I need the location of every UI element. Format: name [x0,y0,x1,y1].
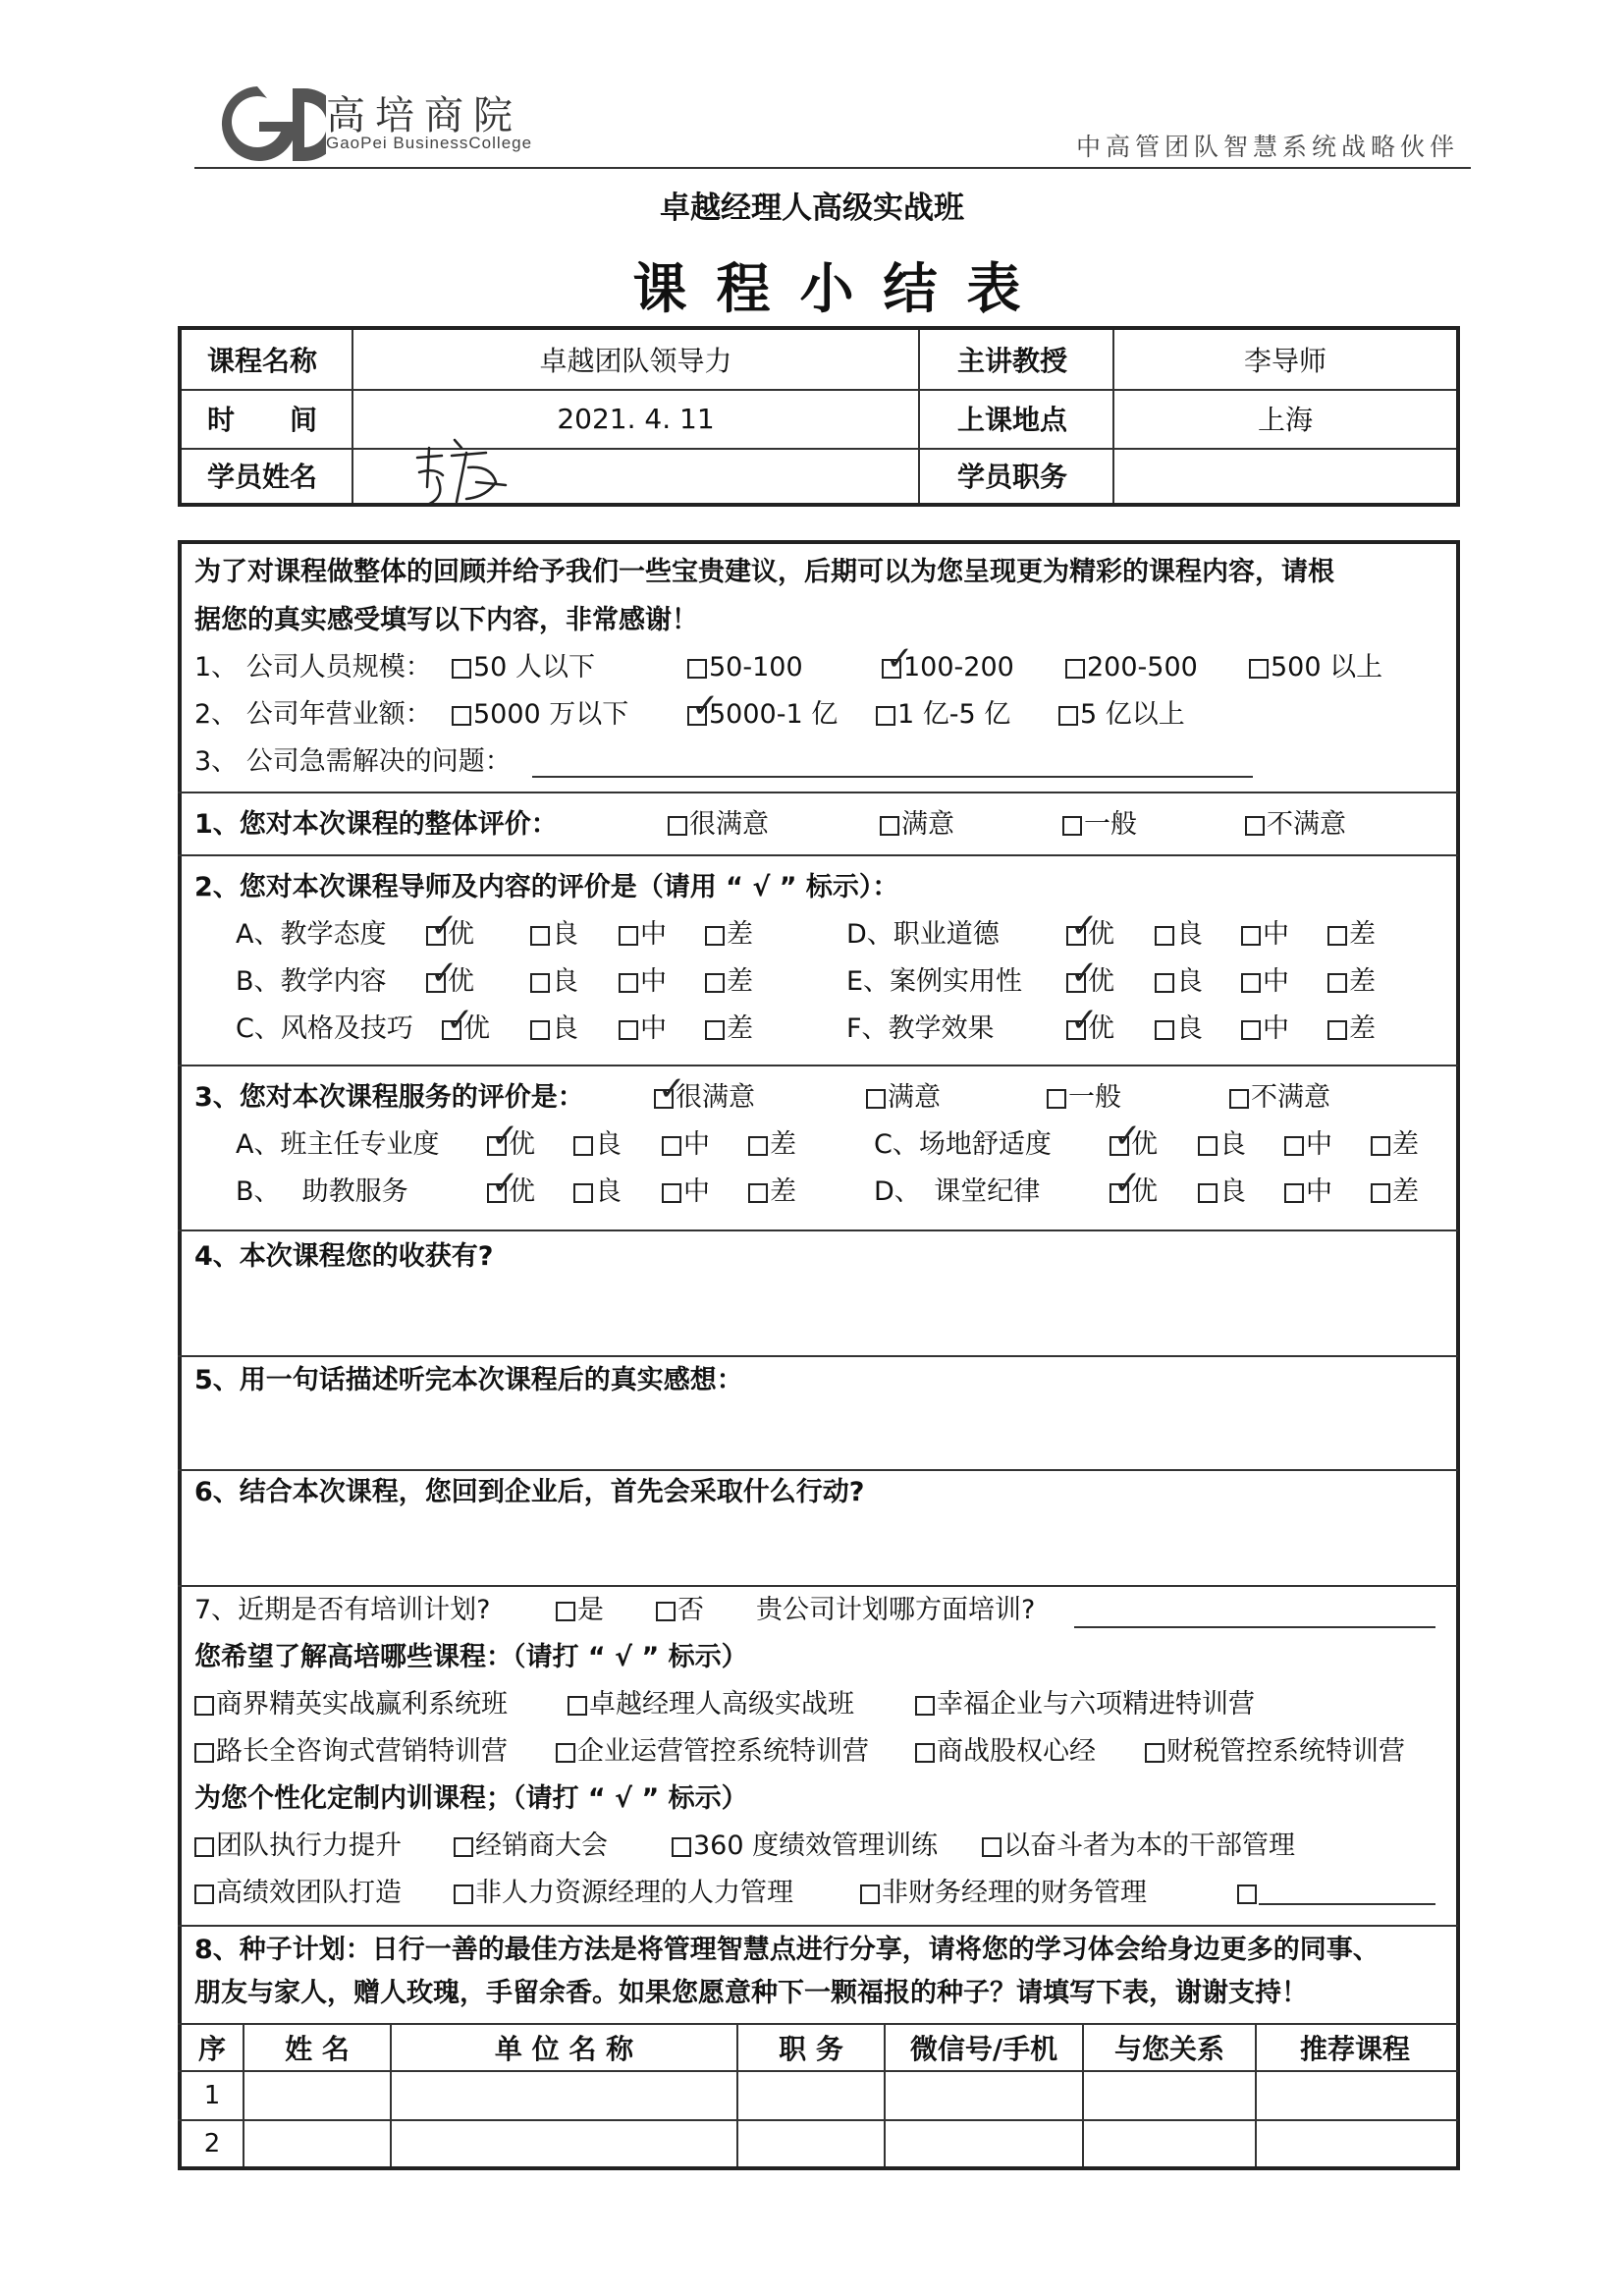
service-unsatisfied[interactable]: 不满意 [1229,1080,1330,1116]
section-divider [178,792,1458,793]
student-name-label: 学员姓名 [207,461,318,493]
grade-fair[interactable]: 中 [1241,1011,1289,1047]
header-divider [194,167,1471,169]
checkbox[interactable] [1155,973,1174,993]
grade-poor[interactable]: 差 [1371,1175,1419,1210]
urgent-issue-field[interactable] [532,752,1253,778]
checkbox[interactable] [194,1885,214,1904]
grade-good[interactable]: 良 [1198,1127,1246,1163]
grade-good[interactable]: 良 [530,964,578,1000]
referral-header-course: 推荐课程 [1299,2033,1410,2065]
student-position-label: 学员职务 [957,461,1068,493]
course-name-value[interactable]: 卓越团队领导力 [539,345,732,377]
service-satisfied[interactable]: 满意 [866,1080,941,1116]
checkbox[interactable] [619,973,638,993]
training-topic-field[interactable] [1074,1603,1435,1628]
seed-plan-line-2: 朋友与家人，赠人玫瑰，手留余香。如果您愿意种下一颗福报的种子？请填写下表，谢谢支持！ [194,1978,1308,2008]
teacher-value[interactable]: 李导师 [1243,345,1326,377]
tagline: 中高管团队智慧系统战略伙伴 [1076,133,1460,161]
time-label: 时 间 [207,404,318,436]
checkbox[interactable] [1327,1020,1347,1040]
checkbox[interactable] [1198,1183,1218,1203]
grade-fair[interactable]: 中 [662,1175,710,1210]
checkbox[interactable] [1327,926,1347,946]
teacher-eval-item-b: B、教学内容 [236,966,387,997]
checkbox[interactable] [1241,926,1261,946]
course-option[interactable]: 商战股权心经 [915,1734,1096,1770]
teacher-eval-item-c: C、风格及技巧 [236,1013,413,1044]
checkbox[interactable] [530,926,550,946]
grade-poor[interactable]: 差 [1327,917,1376,953]
section-divider [178,1585,1458,1587]
service-eval-item-d: D、 课堂纪律 [874,1176,1041,1207]
grade-poor[interactable]: 差 [705,1011,753,1047]
grade-good[interactable]: 良 [1155,917,1203,953]
custom-course-option[interactable]: 团队执行力提升 [194,1829,402,1864]
checkbox[interactable] [672,1837,691,1857]
checkbox[interactable] [530,973,550,993]
brand-name-cn: 高培商院 [326,93,522,138]
checkbox[interactable] [1062,816,1082,836]
handwritten-signature [407,428,525,517]
company-size-label: 1、 公司人员规模： [194,652,432,683]
course-info-table [178,326,1460,507]
checkbox-checked[interactable] [426,926,446,946]
courses-interest-label: 您希望了解高培哪些课程：（请打 “ √ ” 标示） [194,1642,748,1672]
grade-fair[interactable]: 中 [619,1011,667,1047]
custom-course-option[interactable]: 高绩效团队打造 [194,1876,402,1911]
checkbox[interactable] [668,816,687,836]
training-plan-no[interactable]: 否 [656,1593,704,1628]
grade-excellent[interactable]: ✓优 [1066,917,1114,953]
checkbox-checked[interactable] [1066,973,1086,993]
service-average[interactable]: 一般 [1047,1080,1121,1116]
checkbox[interactable] [1245,816,1265,836]
company-revenue-option-4[interactable]: 5 亿以上 [1058,697,1185,733]
checkbox-checked[interactable] [1066,1020,1086,1040]
checkbox-checked[interactable] [1110,1136,1129,1156]
checkbox[interactable] [556,1743,575,1763]
teacher-label: 主讲教授 [957,345,1068,377]
custom-course-other-field[interactable] [1259,1880,1435,1905]
checkbox-checked[interactable] [1066,926,1086,946]
checkbox-checked[interactable] [487,1136,507,1156]
checkbox[interactable] [866,1089,886,1109]
checkbox[interactable] [573,1183,593,1203]
service-eval-label: 3、您对本次课程服务的评价是： [194,1082,584,1113]
checkbox[interactable] [687,659,707,679]
course-option[interactable]: 企业运营管控系统特训营 [556,1734,869,1770]
student-position-field[interactable] [1114,448,1456,503]
checkbox[interactable] [1229,1089,1249,1109]
checkbox[interactable] [452,659,471,679]
checkbox[interactable] [568,1696,587,1716]
checkbox[interactable] [705,926,725,946]
checkbox[interactable] [556,1602,575,1621]
grade-poor[interactable]: 差 [705,917,753,953]
referral-header-position: 职 务 [779,2033,843,2065]
checkbox[interactable] [194,1696,214,1716]
training-plan-question: 7、近期是否有培训计划? [194,1595,491,1625]
section-divider [178,1065,1458,1066]
section-divider [178,1469,1458,1471]
checkbox[interactable] [982,1837,1001,1857]
company-size-option-2[interactable]: 50-100 [687,650,803,685]
grade-good[interactable]: 良 [1155,1011,1203,1047]
service-eval-item-a: A、班主任专业度 [236,1129,440,1160]
place-label: 上课地点 [957,404,1068,436]
action-answer-field[interactable] [183,1514,1455,1583]
grade-poor[interactable]: 差 [748,1127,796,1163]
grade-fair[interactable]: 中 [1241,964,1289,1000]
checkbox[interactable] [860,1885,880,1904]
grade-excellent[interactable]: ✓优 [487,1175,535,1210]
grade-fair[interactable]: 中 [1241,917,1289,953]
checkbox-checked[interactable] [487,1183,507,1203]
checkbox[interactable] [1371,1183,1390,1203]
checkbox-checked[interactable] [687,706,707,726]
grade-good[interactable]: 良 [530,917,578,953]
company-size-option-3[interactable]: ✓ 100-200 [882,650,1014,685]
checkbox[interactable] [915,1743,935,1763]
section-divider [178,1229,1458,1231]
checkbox[interactable] [1155,1020,1174,1040]
checkbox[interactable] [1145,1743,1164,1763]
custom-course-option[interactable]: 非财务经理的财务管理 [860,1876,1147,1911]
checkbox[interactable] [915,1696,935,1716]
intro-line-2: 据您的真实感受填写以下内容，非常感谢！ [194,605,698,635]
grade-good[interactable]: 良 [530,1011,578,1047]
grade-good[interactable]: 良 [1155,964,1203,1000]
grade-fair[interactable]: 中 [1284,1175,1332,1210]
overall-unsatisfied[interactable]: 不满意 [1245,807,1346,843]
seed-plan-line-1: 8、种子计划：日行一善的最佳方法是将管理智慧点进行分享，请将您的学习体会给身边更多的同事、 [194,1935,1380,1965]
service-very-satisfied[interactable]: ✓ 很满意 [654,1080,755,1116]
urgent-issue-label: 3、 公司急需解决的问题： [194,746,512,777]
teacher-eval-item-a: A、教学态度 [236,919,387,950]
checkbox[interactable] [1284,1136,1304,1156]
referral-header-index: 序 [197,2033,226,2065]
referral-row-2-fields[interactable] [244,2121,1453,2166]
grade-poor[interactable]: 差 [748,1175,796,1210]
course-option[interactable]: 卓越经理人高级实战班 [568,1687,854,1722]
overall-average[interactable]: 一般 [1062,807,1137,843]
training-plan-yes[interactable]: 是 [556,1593,604,1628]
checkbox[interactable] [452,706,471,726]
referral-row-1-fields[interactable] [244,2072,1453,2119]
grade-good[interactable]: 良 [573,1175,622,1210]
checkbox[interactable] [748,1183,768,1203]
section-divider [178,854,1458,856]
checkbox[interactable] [1237,1885,1257,1904]
page-title: 课程小结表 [632,257,1051,320]
checkbox[interactable] [1065,659,1085,679]
gains-answer-field[interactable] [183,1279,1455,1353]
feeling-answer-field[interactable] [183,1402,1455,1467]
custom-course-option[interactable]: 以奋斗者为本的干部管理 [982,1829,1295,1864]
checkbox[interactable] [880,816,899,836]
grade-excellent[interactable]: ✓优 [1110,1175,1158,1210]
grade-fair[interactable]: 中 [1284,1127,1332,1163]
teacher-eval-item-e: E、案例实用性 [846,966,1023,997]
checkbox[interactable] [662,1136,681,1156]
training-topic-label: 贵公司计划哪方面培训? [756,1595,1036,1625]
teacher-eval-item-f: F、教学效果 [846,1013,995,1044]
course-option[interactable]: 幸福企业与六项精进特训营 [915,1687,1255,1722]
checkbox[interactable] [530,1020,550,1040]
checkbox-checked[interactable] [882,659,901,679]
checkbox[interactable] [194,1743,214,1763]
company-size-option-4[interactable]: 200-500 [1065,650,1198,685]
feeling-question: 5、用一句话描述听完本次课程后的真实感想： [194,1365,743,1395]
custom-training-label: 为您个性化定制内训课程；（请打 “ √ ” 标示） [194,1783,748,1814]
referral-row-number: 2 [203,2129,221,2158]
teacher-eval-item-d: D、职业道德 [846,919,1000,950]
checkbox[interactable] [748,1136,768,1156]
grade-excellent[interactable]: ✓优 [1066,964,1114,1000]
course-option[interactable]: 财税管控系统特训营 [1145,1734,1405,1770]
checkbox[interactable] [1241,1020,1261,1040]
custom-course-other[interactable] [1237,1876,1435,1911]
checkbox[interactable] [619,926,638,946]
custom-course-option[interactable]: 360 度绩效管理训练 [672,1829,938,1864]
overall-eval-label: 1、您对本次课程的整体评价： [194,809,558,840]
checkbox[interactable] [662,1183,681,1203]
grade-fair[interactable]: 中 [662,1127,710,1163]
checkbox[interactable] [1241,973,1261,993]
checkbox[interactable] [1371,1136,1390,1156]
referral-header-name: 姓 名 [285,2033,350,2065]
course-series-title: 卓越经理人高级实战班 [660,191,964,226]
gaopei-logo-icon [198,79,326,167]
company-revenue-label: 2、 公司年营业额： [194,699,432,730]
grade-excellent[interactable]: ✓优 [426,964,474,1000]
company-revenue-option-3[interactable]: 1 亿-5 亿 [876,697,1010,733]
checkbox[interactable] [619,1020,638,1040]
brand-name-en: GaoPei BusinessCollege [326,134,533,152]
service-eval-item-c: C、场地舒适度 [874,1129,1052,1160]
company-revenue-option-1[interactable]: 5000 万以下 [452,697,628,733]
checkbox[interactable] [1284,1183,1304,1203]
grade-excellent[interactable]: ✓优 [442,1011,490,1047]
grade-good[interactable]: 良 [1198,1175,1246,1210]
referral-header-company: 单 位 名 称 [494,2033,634,2065]
overall-very-satisfied[interactable]: 很满意 [668,807,769,843]
checkbox-checked[interactable] [426,973,446,993]
intro-line-1: 为了对课程做整体的回顾并给予我们一些宝贵建议，后期可以为您呈现更为精彩的课程内容，请根 [194,557,1334,587]
gains-question: 4、本次课程您的收获有? [194,1241,494,1272]
place-value[interactable]: 上海 [1257,404,1313,436]
checkbox[interactable] [1327,973,1347,993]
grade-poor[interactable]: 差 [1327,1011,1376,1047]
course-option[interactable]: 商界精英实战赢利系统班 [194,1687,508,1722]
checkbox[interactable] [656,1602,676,1621]
checkbox-checked[interactable] [1110,1183,1129,1203]
teacher-eval-label: 2、您对本次课程导师及内容的评价是（请用 “ √ ” 标示）： [194,872,899,902]
checkbox-checked[interactable] [442,1020,461,1040]
company-size-option-5[interactable]: 500 以上 [1249,650,1382,685]
grade-fair[interactable]: 中 [619,917,667,953]
action-question: 6、结合本次课程，您回到企业后，首先会采取什么行动? [194,1477,865,1507]
checkbox-checked[interactable] [654,1089,674,1109]
referral-header-relation: 与您关系 [1113,2033,1224,2065]
checkbox[interactable] [1058,706,1078,726]
grade-excellent[interactable]: ✓优 [426,917,474,953]
custom-course-option[interactable]: 非人力资源经理的人力管理 [454,1876,793,1911]
checkbox[interactable] [454,1837,473,1857]
checkbox[interactable] [705,973,725,993]
checkbox[interactable] [1047,1089,1066,1109]
referral-header-contact: 微信号/手机 [909,2033,1058,2065]
company-revenue-option-2[interactable]: ✓ 5000-1 亿 [687,697,838,733]
grade-fair[interactable]: 中 [619,964,667,1000]
checkbox[interactable] [1198,1136,1218,1156]
grade-poor[interactable]: 差 [1327,964,1376,1000]
grade-poor[interactable]: 差 [1371,1127,1419,1163]
course-name-label: 课程名称 [207,345,318,377]
company-size-option-1[interactable]: 50 人以下 [452,650,595,685]
grade-good[interactable]: 良 [573,1127,622,1163]
checkbox[interactable] [1249,659,1269,679]
checkbox[interactable] [454,1885,473,1904]
grade-excellent[interactable]: ✓优 [1110,1127,1158,1163]
checkbox[interactable] [573,1136,593,1156]
section-divider [178,1925,1458,1927]
checkbox[interactable] [876,706,895,726]
overall-satisfied[interactable]: 满意 [880,807,954,843]
checkbox[interactable] [1155,926,1174,946]
custom-course-option[interactable]: 经销商大会 [454,1829,608,1864]
checkbox[interactable] [705,1020,725,1040]
grade-excellent[interactable]: ✓优 [487,1127,535,1163]
time-value[interactable]: 2021. 4. 11 [557,402,715,435]
grade-poor[interactable]: 差 [705,964,753,1000]
course-option[interactable]: 路长全咨询式营销特训营 [194,1734,508,1770]
section-divider [178,1355,1458,1357]
checkbox[interactable] [194,1837,214,1857]
service-eval-item-b: B、 助教服务 [236,1176,408,1207]
referral-row-number: 1 [203,2081,221,2110]
grade-excellent[interactable]: ✓优 [1066,1011,1114,1047]
